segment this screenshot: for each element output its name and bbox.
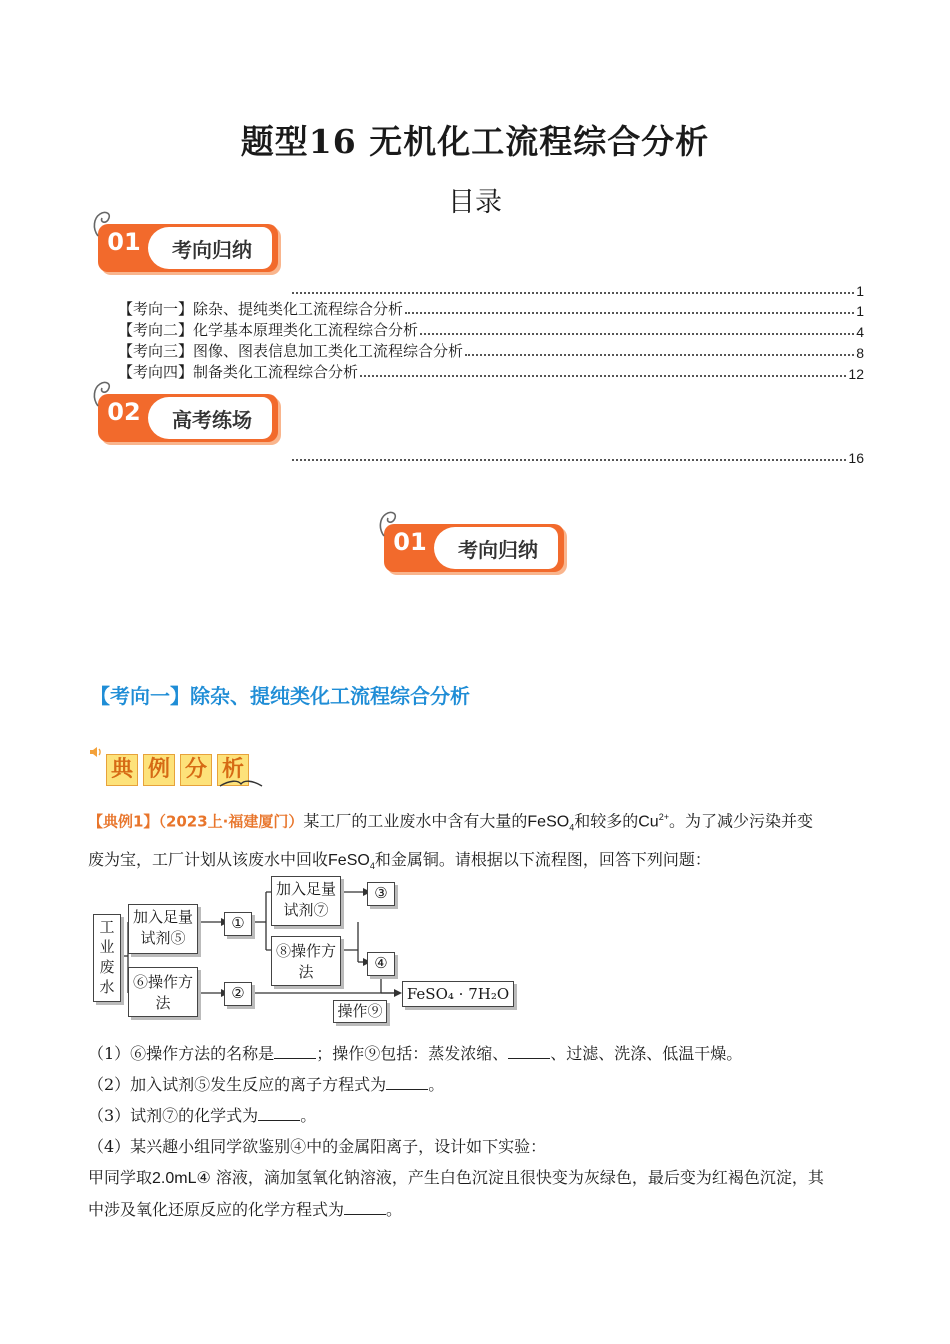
flow-waste-water-box: 工业废水: [93, 914, 121, 1002]
flow-reagent7-box: 加入足量试剂⑦: [271, 876, 341, 926]
answer-blank[interactable]: [508, 1044, 550, 1059]
example-text: 和金属铜。请根据以下流程图，回答下列问题：: [374, 849, 711, 869]
formula-feso4: FeSO: [527, 813, 570, 831]
badge-number: 01: [393, 528, 427, 556]
question-text: （3）试剂⑦的化学式为: [88, 1106, 259, 1125]
flow-op6-box: ⑥操作方法: [128, 967, 198, 1017]
questions-block: [88, 1038, 868, 1225]
flow-box-1: ①: [224, 912, 252, 936]
toc-entry[interactable]: 【考向二】化学基本原理类化工流程综合分析 4: [118, 321, 864, 340]
example-source: （2023上·福建厦门）: [158, 812, 304, 831]
example-text: 。为了减少污染并变: [668, 811, 813, 831]
formula-feso4: FeSO: [328, 851, 370, 869]
formula-subscript: 4: [569, 822, 575, 833]
question-text: ；操作⑨包括：蒸发浓缩、: [316, 1044, 509, 1063]
example-text: 和较多的: [574, 811, 639, 831]
section-heading: 【考向一】除杂、提纯类化工流程综合分析: [90, 684, 470, 708]
toc-entry[interactable]: 【考向一】除杂、提纯类化工流程综合分析 1: [118, 300, 864, 319]
toc-entry[interactable]: 16: [290, 445, 864, 466]
paperclip-icon: [90, 208, 116, 238]
section-badge-gaokao: [92, 384, 288, 444]
toc-heading: 目录: [448, 187, 502, 218]
paperclip-icon: [376, 508, 402, 538]
question-text: （4）某兴趣小组同学欲鉴别④中的金属阳离子，设计如下实验：: [88, 1137, 547, 1156]
answer-blank[interactable]: [344, 1200, 386, 1215]
example-paragraph: [88, 802, 868, 882]
flow-product-box: FeSO₄ · 7H₂O: [402, 981, 514, 1007]
flow-op9-box: 操作⑨: [333, 1000, 387, 1023]
speaker-icon: [88, 744, 104, 760]
question-text: 。: [386, 1200, 403, 1219]
example-text: 某工厂的工业废水中含有大量的: [303, 811, 528, 831]
flow-box-4: ④: [367, 952, 395, 976]
question-text: 中涉及氧化还原反应的化学方程式为: [88, 1200, 345, 1219]
badge-label: 考向归纳: [458, 538, 538, 562]
answer-blank[interactable]: [274, 1044, 316, 1059]
question-text: 、过滤、洗涤、低温干燥。: [550, 1044, 743, 1063]
formula-cu: Cu: [638, 813, 659, 831]
badge-label: 考向归纳: [172, 238, 252, 262]
banner-char: 例: [143, 754, 175, 786]
book-icon: [218, 778, 264, 788]
question-text: 。: [428, 1075, 445, 1094]
example-analysis-banner: [88, 742, 268, 788]
banner-char: 析: [217, 754, 249, 786]
question-text: 。: [300, 1106, 317, 1125]
section-badge-kaoxiang: [92, 214, 288, 274]
question-text: （2）加入试剂⑤发生反应的离子方程式为: [88, 1075, 387, 1094]
paperclip-icon: [90, 378, 116, 408]
example-tag: 【典例1】: [88, 812, 159, 831]
question-text: ④ 溶液，滴加氢氧化钠溶液，产生白色沉淀且很快变为灰绿色，最后变为红褐色沉淀，其: [196, 1168, 824, 1187]
volume-value: 2.0mL: [152, 1170, 197, 1187]
question-text: 甲同学取: [88, 1168, 153, 1187]
banner-char: 分: [180, 754, 212, 786]
example-text: 废为宝，工厂计划从该废水中回收: [88, 849, 329, 869]
formula-subscript: 4: [369, 860, 375, 871]
flow-op8-box: ⑧操作方法: [271, 936, 341, 986]
page-title: 题型16 无机化工流程综合分析: [240, 122, 710, 161]
flow-box-3: ③: [367, 882, 395, 906]
answer-blank[interactable]: [258, 1106, 300, 1121]
toc-entry[interactable]: 【考向三】图像、图表信息加工类化工流程综合分析 8: [118, 342, 864, 361]
answer-blank[interactable]: [386, 1075, 428, 1090]
flow-diagram: [88, 872, 528, 1032]
question-text: （1）⑥操作方法的名称是: [88, 1044, 275, 1063]
badge-number: 02: [107, 398, 141, 426]
badge-label: 高考练场: [172, 408, 252, 432]
formula-superscript: 2+: [658, 812, 669, 822]
banner-char: 典: [106, 754, 138, 786]
flow-reagent5-box: 加入足量试剂⑤: [128, 904, 198, 954]
badge-number: 01: [107, 228, 141, 256]
toc-entry[interactable]: 1: [290, 278, 864, 299]
toc-entry[interactable]: 【考向四】制备类化工流程综合分析 12: [118, 363, 864, 382]
flow-box-2: ②: [224, 982, 252, 1006]
section-badge-kaoxiang-main: [378, 514, 574, 574]
